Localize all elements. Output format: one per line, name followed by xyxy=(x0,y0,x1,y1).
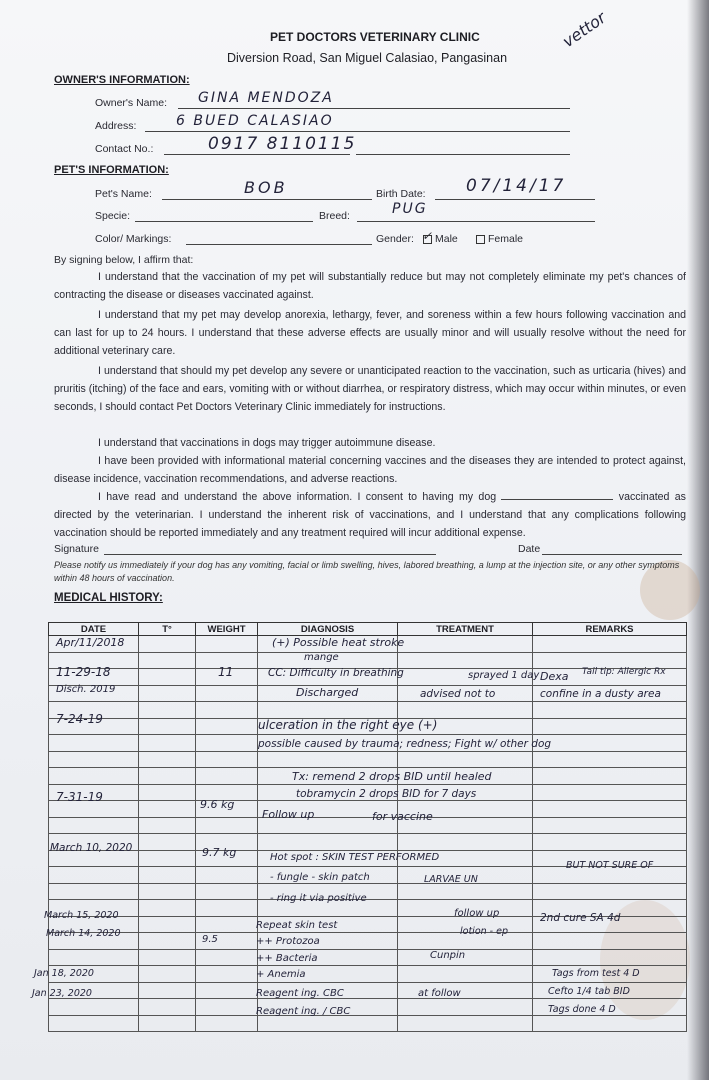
entry-remarks: Tags from test 4 D xyxy=(552,968,640,979)
contact-label: Contact No.: xyxy=(95,143,154,155)
column-diagnosis: DIAGNOSIS xyxy=(258,623,398,636)
entry-treatment: follow up xyxy=(454,908,500,919)
entry-date: March 14, 2020 xyxy=(46,928,121,939)
birth-date-line xyxy=(435,199,595,200)
address-line xyxy=(145,131,570,132)
entry-diagnosis: Reagent ing. CBC xyxy=(256,988,344,999)
male-checkbox[interactable]: ✓ xyxy=(422,228,433,243)
column-treatment: TREATMENT xyxy=(398,623,533,636)
color-markings-label: Color/ Markings: xyxy=(95,233,172,245)
entry-treatment: Cunpin xyxy=(430,950,466,961)
gender-label: Gender: xyxy=(376,233,414,245)
gender-female-option[interactable] xyxy=(476,233,523,245)
pet-name-value[interactable]: BOB xyxy=(244,178,288,197)
female-label: Female xyxy=(488,233,524,245)
consent-paragraph-4: I understand that vaccinations in dogs may trigger autoimmune disease. xyxy=(98,437,436,449)
entry-date: Jan 18, 2020 xyxy=(34,968,94,979)
entry-diagnosis: + Anemia xyxy=(256,969,306,980)
consent-p6-start: I have read and understand the above information. I consent to having my dog xyxy=(98,491,497,503)
column-temperature: T° xyxy=(139,623,196,636)
entry-date: March 10, 2020 xyxy=(50,842,133,854)
corner-scribble: vettor xyxy=(558,7,610,52)
contact-line-2 xyxy=(356,154,570,155)
entry-date: 7-31-19 xyxy=(56,790,103,804)
entry-diagnosis: ++ Protozoa xyxy=(256,936,320,947)
consent-p6-end: vaccinated as directed by the veterinarian. I understand the inherent risk of vaccinations, and I understand that any complications following vaccination should be reported immediately and any treatment required will incur additional expense. xyxy=(54,491,686,539)
male-label: Male xyxy=(435,233,458,245)
entry-weight: 9.7 kg xyxy=(202,846,237,859)
breed-value[interactable]: PUG xyxy=(392,201,428,217)
entry-date: Apr/11/2018 xyxy=(56,636,125,649)
pet-name-label: Pet's Name: xyxy=(95,188,152,200)
breed-label: Breed: xyxy=(319,210,350,222)
entry-treatment: LARVAE UN xyxy=(424,874,478,885)
entry-remarks: Cefto 1/4 tab BID xyxy=(548,986,630,997)
medical-history-title: MEDICAL HISTORY: xyxy=(54,592,163,604)
entry-diagnosis: mange xyxy=(304,652,339,663)
pet-name-line xyxy=(162,199,372,200)
entry-diagnosis: possible caused by trauma; redness; Fight w/ other dog xyxy=(258,738,552,750)
entry-diagnosis: Repeat skin test xyxy=(256,920,338,931)
entry-date: 7-24-19 xyxy=(56,712,103,726)
entry-date: 11-29-18 xyxy=(56,665,111,679)
consent-paragraph-6 xyxy=(54,488,686,542)
owner-name-value[interactable]: GINA MENDOZA xyxy=(198,90,334,106)
entry-treatment: advised not to xyxy=(420,688,496,700)
specie-line xyxy=(135,221,313,222)
entry-treatment: at follow xyxy=(418,988,461,999)
entry-diagnosis: Tx: remend 2 drops BID until healed xyxy=(292,770,492,783)
dog-name-blank[interactable] xyxy=(501,490,613,500)
entry-diagnosis: - ring it via positive xyxy=(270,893,367,904)
address-value[interactable]: 6 BUED CALASIAO xyxy=(176,113,334,129)
entry-weight: 9.6 kg xyxy=(200,798,235,811)
entry-treatment: for vaccine xyxy=(372,810,433,823)
entry-weight: 9.5 xyxy=(202,934,218,945)
entry-diagnosis: (+) Possible heat stroke xyxy=(272,636,405,649)
entry-date: March 15, 2020 xyxy=(44,910,119,921)
consent-paragraph-2: I understand that my pet may develop anorexia, lethargy, fever, and soreness within a few hours following vaccination and can last for up to 24 hours. I understand that these adverse effects are usually minor and will usually resolve without the need for additional veterinary care. xyxy=(54,309,686,357)
column-remarks: REMARKS xyxy=(533,623,687,636)
entry-diagnosis: Hot spot : SKIN TEST PERFORMED xyxy=(270,852,440,863)
date-line[interactable] xyxy=(542,554,682,555)
consent-paragraph-1: I understand that the vaccination of my pet will substantially reduce but may not completely eliminate my pet's chances of contracting the disease or diseases vaccinated against. xyxy=(54,271,686,301)
contact-value[interactable]: 0917 8110115 xyxy=(208,134,357,154)
owner-name-label: Owner's Name: xyxy=(95,97,168,109)
entry-weight: 11 xyxy=(218,665,234,679)
column-weight: WEIGHT xyxy=(196,623,258,636)
entry-diagnosis: tobramycin 2 drops BID for 7 days xyxy=(296,788,477,800)
page-edge-shadow xyxy=(687,0,709,1080)
entry-diagnosis: ulceration in the right eye (+) xyxy=(258,718,438,732)
entry-remarks: BUT NOT SURE OF xyxy=(566,860,654,871)
contact-line xyxy=(164,154,350,155)
entry-diagnosis: Reagent ing. / CBC xyxy=(256,1006,351,1017)
owner-name-line xyxy=(178,108,570,109)
consent-paragraph-5: I have been provided with informational material concerning vaccines and the diseases they are intended to protect against, disease incidence, vaccination recommendations, and adverse reactions. xyxy=(54,455,686,485)
gender-male-option[interactable] xyxy=(422,228,458,245)
entry-remarks: confine in a dusty area xyxy=(540,688,661,700)
clinic-address: Diversion Road, San Miguel Calasiao, Pangasinan xyxy=(227,51,508,65)
date-label: Date xyxy=(518,543,541,555)
breed-line xyxy=(357,221,595,222)
entry-diagnosis: Follow up xyxy=(262,808,315,821)
consent-intro: By signing below, I affirm that: xyxy=(54,254,194,266)
entry-date: Disch. 2019 xyxy=(56,684,116,695)
color-markings-line xyxy=(186,244,372,245)
entry-diagnosis: - fungle - skin patch xyxy=(270,872,370,883)
signature-line[interactable] xyxy=(104,554,436,555)
entry-date: Jan 23, 2020 xyxy=(32,988,92,999)
female-checkbox[interactable] xyxy=(476,235,485,244)
entry-remarks: Tags done 4 D xyxy=(548,1004,616,1015)
entry-treatment: sprayed 1 day xyxy=(468,670,540,681)
entry-remarks: 2nd cure SA 4d xyxy=(540,912,621,924)
entry-diagnosis: CC: Difficulty in breathing xyxy=(268,667,404,679)
clinic-name: PET DOCTORS VETERINARY CLINIC xyxy=(270,30,480,44)
entry-diagnosis: Discharged xyxy=(296,686,359,699)
entry-treatment: lotion - ep xyxy=(460,926,508,937)
specie-label: Specie: xyxy=(95,210,131,222)
birth-date-label: Birth Date: xyxy=(376,188,426,200)
notice-text: Please notify us immediately if your dog has any vomiting, facial or limb swelling, hives, labored breathing, a lump at the injection site, or any other symptoms within 48 hours of vaccination. xyxy=(54,560,680,583)
owner-section-title: OWNER'S INFORMATION: xyxy=(54,74,190,86)
entry-remarks: Tail tip: Allergic Rx xyxy=(582,667,666,677)
entry-treatment: Dexa xyxy=(540,670,569,683)
consent-paragraph-3: I understand that should my pet develop any severe or unanticipated reaction to the vaccination, such as urticaria (hives) and pruritis (itching) of the face and ears, vomiting with or without diarrhea, or respiratory distress, which may occur within minutes, or even seconds, I should contact Pet Doctors Veterinary Clinic immediately for instructions. xyxy=(54,365,686,413)
entry-diagnosis: ++ Bacteria xyxy=(256,953,318,964)
address-label: Address: xyxy=(95,120,137,132)
pet-section-title: PET'S INFORMATION: xyxy=(54,164,169,176)
birth-date-value[interactable]: 07/14/17 xyxy=(466,176,567,196)
column-date: DATE xyxy=(49,623,139,636)
signature-label: Signature xyxy=(54,543,99,555)
